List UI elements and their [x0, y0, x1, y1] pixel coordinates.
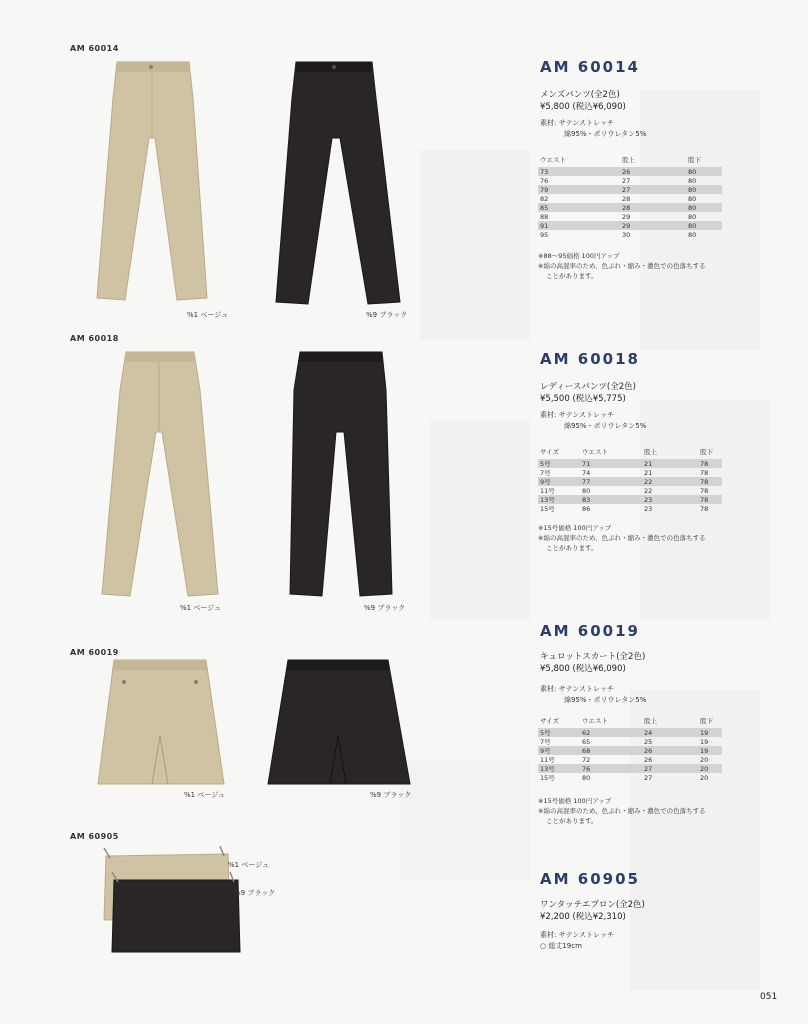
table-cell: 9号 [538, 746, 580, 755]
table-cell: 30 [622, 230, 631, 239]
material-block [540, 930, 614, 952]
table-cell: 11号 [540, 487, 555, 495]
black-culotte-skirt-image [266, 656, 412, 788]
material-block [540, 118, 646, 140]
table-cell: 80 [686, 185, 722, 194]
table-cell: 22 [642, 477, 698, 486]
table-cell: 29 [622, 212, 631, 221]
table-cell: 21 [642, 459, 698, 468]
size-table [538, 447, 722, 513]
table-cell: 22 [644, 486, 653, 495]
table-cell: 15号 [540, 774, 555, 782]
table-cell: 82 [540, 194, 549, 203]
table-cell: 80 [688, 230, 697, 239]
material-line: 綿95%・ポリウレタン5% [564, 422, 647, 430]
table-row [538, 203, 722, 212]
table-row [538, 764, 722, 773]
table-cell: 77 [580, 477, 642, 486]
bleed-through-panel [430, 420, 530, 620]
table-cell: 27 [620, 185, 686, 194]
table-header: 股上 [622, 156, 635, 164]
material-block [540, 684, 646, 706]
black-mens-pants-image [272, 58, 404, 308]
table-cell: 85 [538, 203, 620, 212]
table-row [538, 755, 722, 764]
table-cell: 28 [622, 194, 631, 203]
table-cell: 74 [582, 468, 591, 477]
table-cell: 26 [644, 755, 653, 764]
circle-icon: ○ [540, 942, 547, 950]
table-row [538, 477, 722, 486]
product-code-small: AM 60018 [70, 334, 119, 343]
notes-block [538, 523, 706, 553]
notes-block [538, 796, 706, 826]
table-cell: 11号 [540, 756, 555, 764]
table-cell: 21 [644, 468, 653, 477]
table-cell: 5号 [538, 728, 580, 737]
table-cell: 23 [644, 504, 653, 513]
table-cell: 79 [538, 185, 620, 194]
table-cell: 20 [698, 764, 722, 773]
table-cell: 80 [582, 773, 591, 782]
product-price: ¥5,500 (税込¥5,775) [540, 394, 626, 404]
table-cell: 19 [698, 746, 722, 755]
note-line: ことがあります。 [546, 272, 598, 280]
table-cell: 20 [700, 773, 709, 782]
table-cell: 68 [580, 746, 642, 755]
table-header: ウエスト [540, 156, 566, 164]
table-cell: 78 [698, 495, 722, 504]
table-cell: 23 [642, 495, 698, 504]
table-cell: 15号 [540, 505, 555, 513]
table-cell: 73 [538, 167, 620, 176]
material-line: サテンストレッチ [558, 119, 614, 127]
table-header: 股下 [700, 448, 713, 456]
material-label: 素材: [540, 931, 557, 939]
product-code: AM 60019 [540, 622, 640, 640]
product-name: キュロットスカート(全2色) [540, 652, 646, 662]
table-cell: 7号 [540, 469, 551, 477]
table-cell: 80 [582, 486, 591, 495]
color-swatch-label: %9 ブラック [234, 889, 276, 897]
black-ladies-pants-image [286, 348, 396, 600]
table-cell: 24 [642, 728, 698, 737]
beige-ladies-pants-image [98, 348, 222, 600]
table-cell: 80 [688, 212, 697, 221]
notes-block [538, 251, 706, 281]
color-swatch-label: %1 ベージュ [184, 791, 226, 799]
table-row [538, 486, 722, 495]
table-cell: 13号 [538, 495, 580, 504]
product-code-small: AM 60905 [70, 832, 119, 841]
color-swatch-label: %1 ベージュ [180, 604, 222, 612]
product-name: ワンタッチエプロン(全2色) [540, 900, 645, 910]
apron-length: 総丈19cm [548, 942, 582, 950]
table-header: 股上 [644, 448, 657, 456]
table-header: 股下 [688, 156, 701, 164]
table-header: ウエスト [582, 448, 608, 456]
table-cell: 80 [688, 194, 697, 203]
material-label: 素材: [540, 119, 557, 127]
table-cell: 95 [540, 230, 549, 239]
table-cell: 27 [644, 773, 653, 782]
table-cell: 71 [580, 459, 642, 468]
table-header: 股上 [644, 717, 657, 725]
table-cell: 91 [538, 221, 620, 230]
material-line: サテンストレッチ [558, 685, 614, 693]
product-code-small: AM 60014 [70, 44, 119, 53]
beige-culotte-skirt-image [96, 656, 226, 788]
color-swatch-label: %9 ブラック [370, 791, 412, 799]
product-price: ¥5,800 (税込¥6,090) [540, 102, 626, 112]
material-line: 綿95%・ポリウレタン5% [564, 130, 647, 138]
note-line: ※88〜95価格 100円アップ [538, 252, 620, 260]
table-cell: 72 [582, 755, 591, 764]
note-line: ※15号価格 100円アップ [538, 524, 612, 532]
table-header: サイズ [540, 448, 559, 456]
table-cell: 28 [620, 203, 686, 212]
table-row [538, 194, 722, 203]
table-cell: 76 [580, 764, 642, 773]
table-row [538, 185, 722, 194]
product-price: ¥2,200 (税込¥2,310) [540, 912, 626, 922]
note-line: ことがあります。 [546, 817, 598, 825]
table-cell: 80 [688, 176, 697, 185]
product-name: メンズパンツ(全2色) [540, 90, 620, 100]
table-row [538, 773, 722, 782]
table-cell: 88 [540, 212, 549, 221]
table-cell: 83 [580, 495, 642, 504]
product-code: AM 60905 [540, 870, 640, 888]
note-line: ※綿の高混率のため、色ぶれ・縮み・濃色での色落ちする [538, 807, 706, 815]
table-cell: 80 [686, 167, 722, 176]
table-cell: 27 [622, 176, 631, 185]
product-price: ¥5,800 (税込¥6,090) [540, 664, 626, 674]
table-header: 股下 [700, 717, 713, 725]
beige-mens-pants-image [95, 58, 210, 308]
table-cell: 9号 [538, 477, 580, 486]
material-line: サテンストレッチ [558, 931, 614, 939]
table-cell: 78 [698, 459, 722, 468]
note-line: ※15号価格 100円アップ [538, 797, 612, 805]
table-row [538, 212, 722, 221]
table-cell: 27 [642, 764, 698, 773]
table-cell: 19 [700, 737, 709, 746]
material-label: 素材: [540, 411, 557, 419]
table-cell: 78 [700, 468, 709, 477]
table-cell: 29 [620, 221, 686, 230]
table-row [538, 468, 722, 477]
table-cell: 20 [700, 755, 709, 764]
table-row [538, 230, 722, 239]
product-name: レディースパンツ(全2色) [540, 382, 636, 392]
product-code: AM 60014 [540, 58, 640, 76]
table-row [538, 728, 722, 737]
page-number: 051 [760, 992, 778, 1002]
color-swatch-label: %9 ブラック [366, 311, 408, 319]
table-row [538, 176, 722, 185]
table-cell: 76 [540, 176, 549, 185]
table-row [538, 746, 722, 755]
table-cell: 78 [700, 486, 709, 495]
product-code-small: AM 60019 [70, 648, 119, 657]
note-line: ※綿の高混率のため、色ぶれ・縮み・濃色での色落ちする [538, 262, 706, 270]
table-cell: 86 [582, 504, 591, 513]
table-row [538, 504, 722, 513]
table-cell: 78 [700, 504, 709, 513]
table-cell: 26 [642, 746, 698, 755]
table-row [538, 495, 722, 504]
table-cell: 80 [686, 221, 722, 230]
material-label: 素材: [540, 685, 557, 693]
color-swatch-label: %1 ベージュ [187, 311, 229, 319]
note-line: ※綿の高混率のため、色ぶれ・縮み・濃色での色落ちする [538, 534, 706, 542]
table-cell: 78 [698, 477, 722, 486]
size-table [538, 155, 722, 239]
table-row [538, 221, 722, 230]
table-cell: 5号 [538, 459, 580, 468]
table-cell: 13号 [538, 764, 580, 773]
material-line: サテンストレッチ [558, 411, 614, 419]
table-cell: 62 [580, 728, 642, 737]
bleed-through-panel [420, 150, 530, 340]
material-block [540, 410, 646, 432]
table-row [538, 459, 722, 468]
product-code: AM 60018 [540, 350, 640, 368]
table-cell: 19 [698, 728, 722, 737]
color-swatch-label: %9 ブラック [364, 604, 406, 612]
size-table [538, 716, 722, 782]
table-header: サイズ [540, 717, 559, 725]
table-row [538, 737, 722, 746]
table-cell: 80 [686, 203, 722, 212]
table-row [538, 167, 722, 176]
bleed-through-panel [400, 760, 530, 880]
table-cell: 25 [644, 737, 653, 746]
note-line: ことがあります。 [546, 544, 598, 552]
table-cell: 26 [620, 167, 686, 176]
material-line: 綿95%・ポリウレタン5% [564, 696, 647, 704]
table-header: ウエスト [582, 717, 608, 725]
table-cell: 7号 [540, 738, 551, 746]
table-cell: 65 [582, 737, 591, 746]
color-swatch-label: %1 ベージュ [228, 861, 270, 869]
